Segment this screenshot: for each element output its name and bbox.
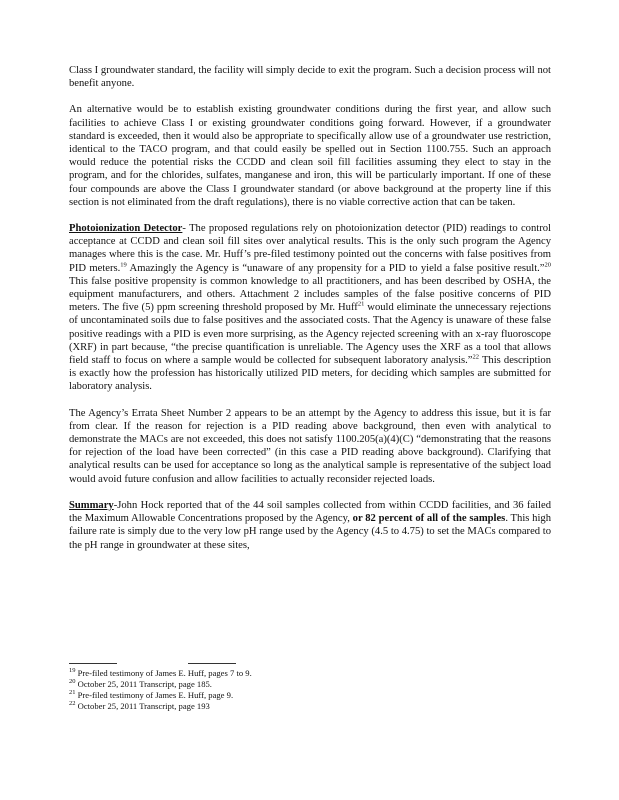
- footnote: $^{21}$ Pre-filed testimony of James E. Huff, page 9.: [69, 689, 234, 700]
- paragraph-summary: Summary-John Hock reported that of the 44 soil samples collected from within CCDD facilities, and 36 failed the Maximum Allowable Concentrations proposed by the Agency, or 82 percent of all of the samples. This high failure rate is simply due to the very low pH range used by the Agency (4.5 to 4.75) to set the MACs compared to the pH range in groundwater at these sites,: [69, 499, 551, 551]
- footnote: $^{22}$ October 25, 2011 Transcript, page 193: [69, 700, 210, 711]
- body-text: [69, 64, 551, 552]
- footnotes: [69, 668, 551, 712]
- footnote-ref-21: 21: [357, 300, 365, 308]
- footnote-separator-left: [69, 663, 117, 664]
- paragraph-photoionization-detector: Photoionization Detector- The proposed regulations rely on photoionization detector (PID) readings to control acceptance at CCDD and clean soil fill sites over analytical results. This is the only such program the Agency manages where this is the case. Mr. Huff’s pre-filed testimony pointed out the concerns with false positives from PID meters.$^{19}$ Amazingly the Agency is “unaware of any propensity for a PID to yield a false positive result.”$^{20}$ This false positive propensity is common knowledge to all practitioners, and has been described by OSHA, the equipment manufacturers, and others. Attachment 2 includes samples of the false positive concerns of PID meters. The five (5) ppm screening threshold proposed by Mr. Huff$^{21}$ would eliminate the unnecessary rejections of uncontaminated soils due to false positives and the associated costs. That the Agency is unaware of these false positive readings with a PID is even more surprising, as the Agency rejected screening with an x-ray fluoroscope (XRF) in part because, “the precise quantification is unreliable. The Agency uses the XRF as a tool that allows field staff to focus on where a sample would be collected for subsequent laboratory analysis.”$^{22}$ This description is exactly how the profession has historically utilized PID meters, for deciding which samples are submitted for laboratory analysis.: [69, 223, 551, 393]
- footnote-ref-20: 20: [544, 261, 551, 269]
- summary-bold-statement: or 82 percent of all of the samples: [352, 513, 506, 525]
- footnote-separator-right: [188, 663, 236, 664]
- footnote: $^{19}$ Pre-filed testimony of James E. Huff, pages 7 to 9.: [69, 667, 252, 678]
- footnote-ref-19: 19: [120, 261, 127, 269]
- section-heading-photoionization: Photoionization Detector: [69, 223, 183, 235]
- footnote: $^{20}$ October 25, 2011 Transcript, page 185.: [69, 678, 212, 689]
- paragraph-exit-program: Class I groundwater standard, the facility will simply decide to exit the program. Such a decision process will not benefit anyone.: [69, 65, 551, 90]
- paragraph-groundwater-alternative: An alternative would be to establish existing groundwater conditions during the first year, and allow such facilities to achieve Class I or existing groundwater conditions going forward. However, if a groundwater standard is exceeded, then it would also be appropriate to specifically allow use of a groundwater use restriction, identical to the TACO program, and that could easily be spelled out in Section 1100.755. Such an approach would reduce the potential risks the CCDD and clean soil fill facilities assuming they elect to stay in the program, and for the chlorides, sulfates, manganese and iron, this will be particularly important. If one of these four compounds are above the Class I groundwater standard (or above background at the property line if this section is not eliminated from the draft regulations), there is no viable corrective action that can be taken.: [69, 104, 551, 208]
- footnote-ref-22: 22: [472, 353, 479, 361]
- paragraph-errata-sheet: The Agency’s Errata Sheet Number 2 appears to be an attempt by the Agency to address this issue, but it is far from clear. If the reason for rejection is a PID reading above background, then even with analytical to demonstrate the MACs are not exceeded, this does not satisfy 1100.205(a)(4)(C) “demonstrating that the reasons for rejection of the load have been corrected” (in this case a PID reading above background). Clarifying that analytical results can be used for acceptance so long as the analytical sample is representative of the subject load would avoid future confusion and allow facilities to actually reconsider rejected loads.: [69, 407, 551, 485]
- section-heading-summary: Summary: [69, 499, 114, 511]
